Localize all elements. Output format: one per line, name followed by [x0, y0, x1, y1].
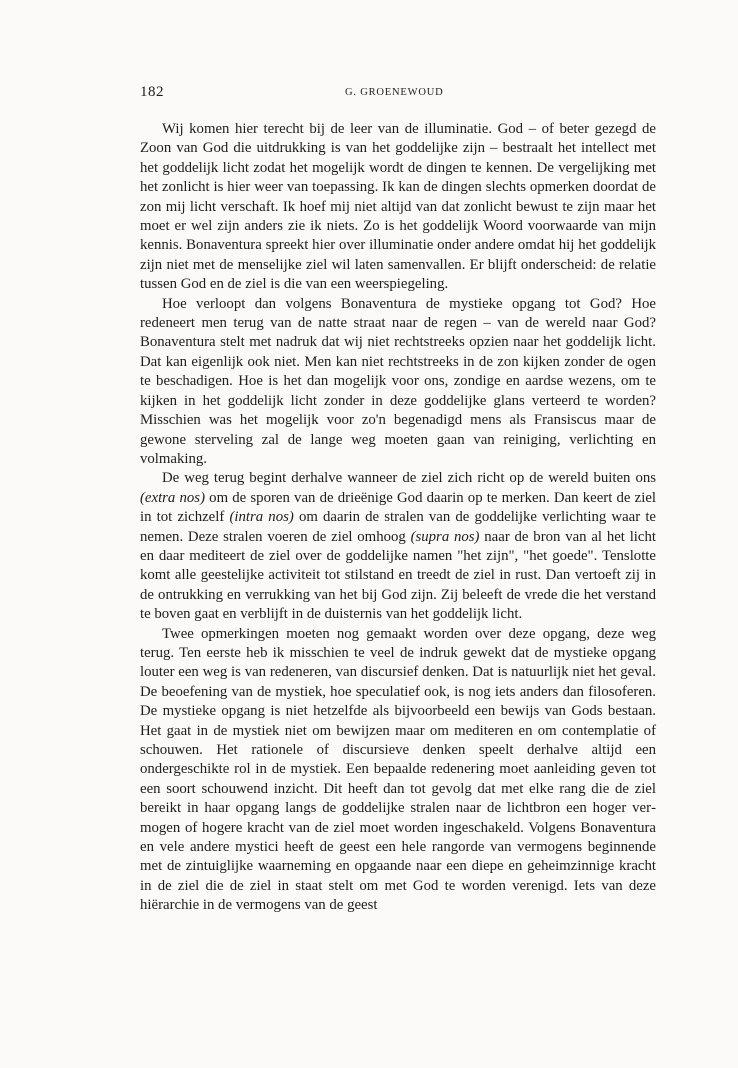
paragraph [140, 469, 656, 624]
text-segment: om daarin de stralen van de goddelijke verlichting waar te nemen. Deze stralen voeren de ziel omhoog [140, 509, 657, 545]
text-segment: om de sporen van de drieënige God daarin op te merken. Dan keert de ziel in tot zichzelf [140, 489, 656, 526]
latin-phrase-intra-nos: (intra nos) [229, 509, 294, 526]
text-segment: De weg terug begint derhalve wanneer de ziel zich richt op de wereld buiten ons [162, 470, 656, 487]
text-segment: Twee opmerkingen moeten nog gemaakt worden over deze opgang, deze weg terug. Ten eerste heb ik misschien te veel de indruk gewekt dat de mystieke opgang louter een weg is van redeneren, van discursief denken. Dat is natuurlijk niet het geval. De beoefening van de mystiek, hoe speculatief ook, is nog iets anders dan filosoferen. De mystieke opgang is niet hetzelfde als bijvoorbeeld een bewijs van Gods bestaan. Het gaat in de mystiek niet om bewijzen maar om mediteren en om contemplatie of schouwen. Het rationele of discursieve denken speelt derhalve altijd een ondergeschikte rol in de mystiek. Een bepaalde redenering moet aanleiding geven tot een soort schouwend inzicht. Dit heeft dan tot gevolg dat met elke rang die de ziel bereikt in haar opgang langs de goddelijke stralen naar de lichtbron een hoger vermogen of hogere kracht van de ziel moet worden ingeschakeld. Volgens Bonaventura en vele andere mystici heeft de geest een hele rangorde van vermogens beginnende met de zintuiglijke waarneming en opgaande naar een diepe en geheimzinnige kracht in de ziel die de ziel in staat stelt om met God te worden verenigd. Iets van deze hiërarchie in de vermogens van de geest [140, 625, 656, 914]
paragraph [140, 295, 656, 470]
paragraph [140, 625, 656, 916]
latin-phrase-supra-nos: (supra nos) [410, 528, 480, 545]
running-head [140, 84, 655, 104]
latin-phrase-extra-nos: (extra nos) [140, 489, 205, 506]
text-segment: Hoe verloopt dan volgens Bonaventura de mystieke opgang tot God? Hoe redeneert men terug van de natte straat naar de regen – van de wereld naar God? Bonaventura stelt met nadruk dat wij niet rechtstreeks opzien naar het goddelijk licht. Dat kan eigenlijk ook niet. Men kan niet rechtstreeks in de zon kijken zonder de ogen te beschadigen. Hoe is het dan mogelijk voor ons, zondige en aardse wezens, om te kijken in het goddelijk licht zonder in deze goddelijke glans verteerd te worden? Misschien was het mogelijk voor zo'n begenadigd mens als Fransiscus maar de gewone sterveling zal de lange weg moeten gaan van reiniging, verlichting en volmaking. [140, 295, 656, 467]
text-segment: naar de bron van al het licht en daar mediteert de ziel over de goddelijke namen "het zijn", "het goede". Tenslotte komt alle geestelijke activiteit tot stilstand en treedt de ziel in rust. Dan vertoeft zij in de ontrukking en verrukking van het bij God zijn. Zij beleeft de vrede die het verstand te boven gaat en verblijft in de duisternis van het goddelijk licht. [140, 528, 656, 623]
running-title: G. GROENEWOUD [345, 87, 444, 98]
text-segment: Wij komen hier terecht bij de leer van de illuminatie. God – of beter gezegd de Zoon van God die uitdrukking is van het goddelijke zijn – bestraalt het intellect met het goddelijk licht zodat het mogelijk wordt de dingen te kennen. De vergelijking met het zonlicht is hier weer van toepassing. Ik kan de dingen slechts opmerken doordat de zon mij licht verschaft. Ik hoef mij niet altijd van dat zonlicht bewust te zijn maar het moet er wel zijn anders zie ik niets. Zo is het goddelijk Woord voorwaarde van mijn kennis. Bonaventura spreekt hier over illuminatie onder andere omdat hij het goddelijk zijn niet met de menselijke ziel wil laten samenvallen. Er blijft onderscheid: de relatie tussen God en de ziel is die van een weerspiegeling. [140, 121, 656, 293]
body-text [140, 120, 656, 916]
paragraph [140, 120, 656, 295]
page-number: 182 [140, 84, 164, 100]
